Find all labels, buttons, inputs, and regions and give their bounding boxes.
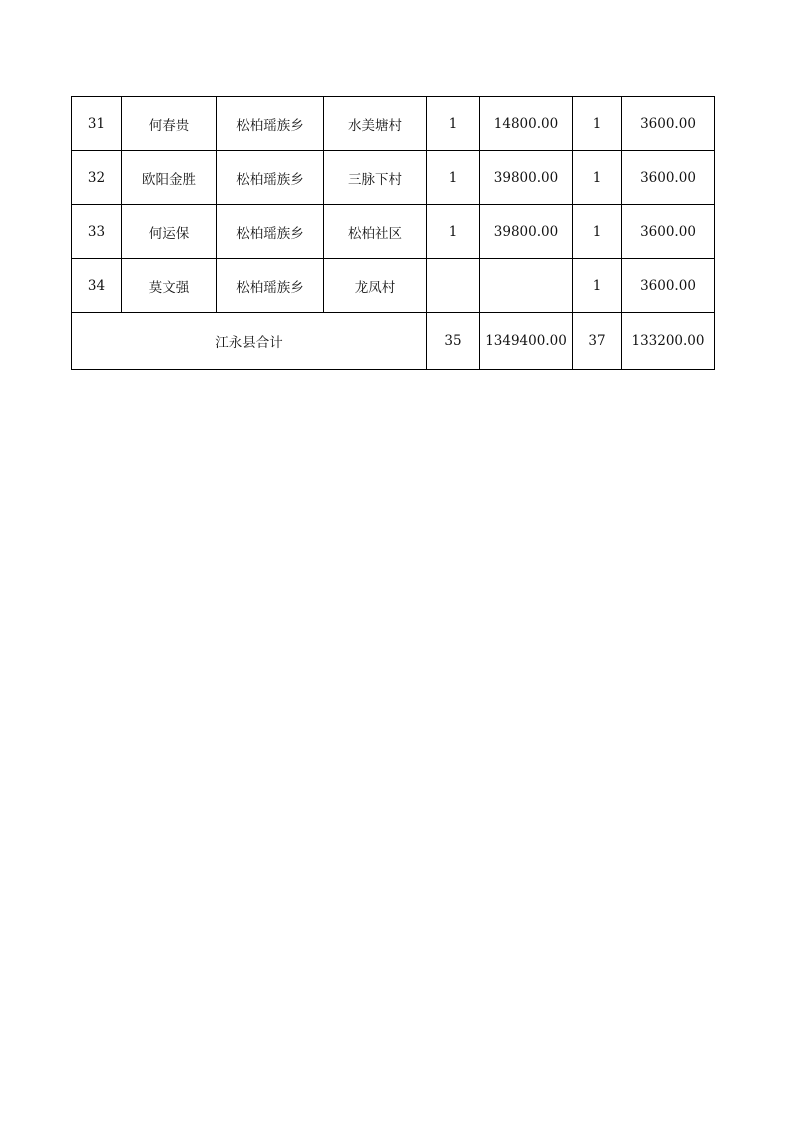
cell-township: 松柏瑶族乡: [217, 259, 324, 313]
cell-village: 龙凤村: [324, 259, 427, 313]
cell-village: 松柏社区: [324, 205, 427, 259]
cell-amount2: 3600.00: [622, 151, 715, 205]
cell-amount1: [480, 259, 573, 313]
total-amount1: 1349400.00: [480, 313, 573, 370]
cell-township: 松柏瑶族乡: [217, 97, 324, 151]
table-row: [72, 151, 715, 205]
cell-no: 34: [72, 259, 122, 313]
total-count2: 37: [573, 313, 622, 370]
cell-name: 欧阳金胜: [122, 151, 217, 205]
table-row: [72, 97, 715, 151]
total-amount2: 133200.00: [622, 313, 715, 370]
cell-township: 松柏瑶族乡: [217, 205, 324, 259]
total-row: [72, 313, 715, 370]
cell-count1: 1: [427, 151, 480, 205]
table-row: [72, 205, 715, 259]
cell-amount1: 39800.00: [480, 151, 573, 205]
cell-count1: 1: [427, 205, 480, 259]
cell-no: 31: [72, 97, 122, 151]
cell-count2: 1: [573, 259, 622, 313]
table-row: [72, 259, 715, 313]
cell-count2: 1: [573, 205, 622, 259]
subsidy-table: [71, 96, 715, 370]
total-label: 江永县合计: [72, 313, 427, 370]
cell-amount2: 3600.00: [622, 205, 715, 259]
cell-count1: 1: [427, 97, 480, 151]
cell-amount2: 3600.00: [622, 97, 715, 151]
cell-amount2: 3600.00: [622, 259, 715, 313]
total-count1: 35: [427, 313, 480, 370]
cell-name: 莫文强: [122, 259, 217, 313]
cell-count2: 1: [573, 151, 622, 205]
cell-village: 三脉下村: [324, 151, 427, 205]
cell-count1: [427, 259, 480, 313]
cell-township: 松柏瑶族乡: [217, 151, 324, 205]
cell-count2: 1: [573, 97, 622, 151]
cell-amount1: 39800.00: [480, 205, 573, 259]
table-body: [72, 97, 715, 370]
cell-no: 32: [72, 151, 122, 205]
cell-no: 33: [72, 205, 122, 259]
cell-name: 何春贵: [122, 97, 217, 151]
cell-amount1: 14800.00: [480, 97, 573, 151]
cell-name: 何运保: [122, 205, 217, 259]
cell-village: 水美塘村: [324, 97, 427, 151]
